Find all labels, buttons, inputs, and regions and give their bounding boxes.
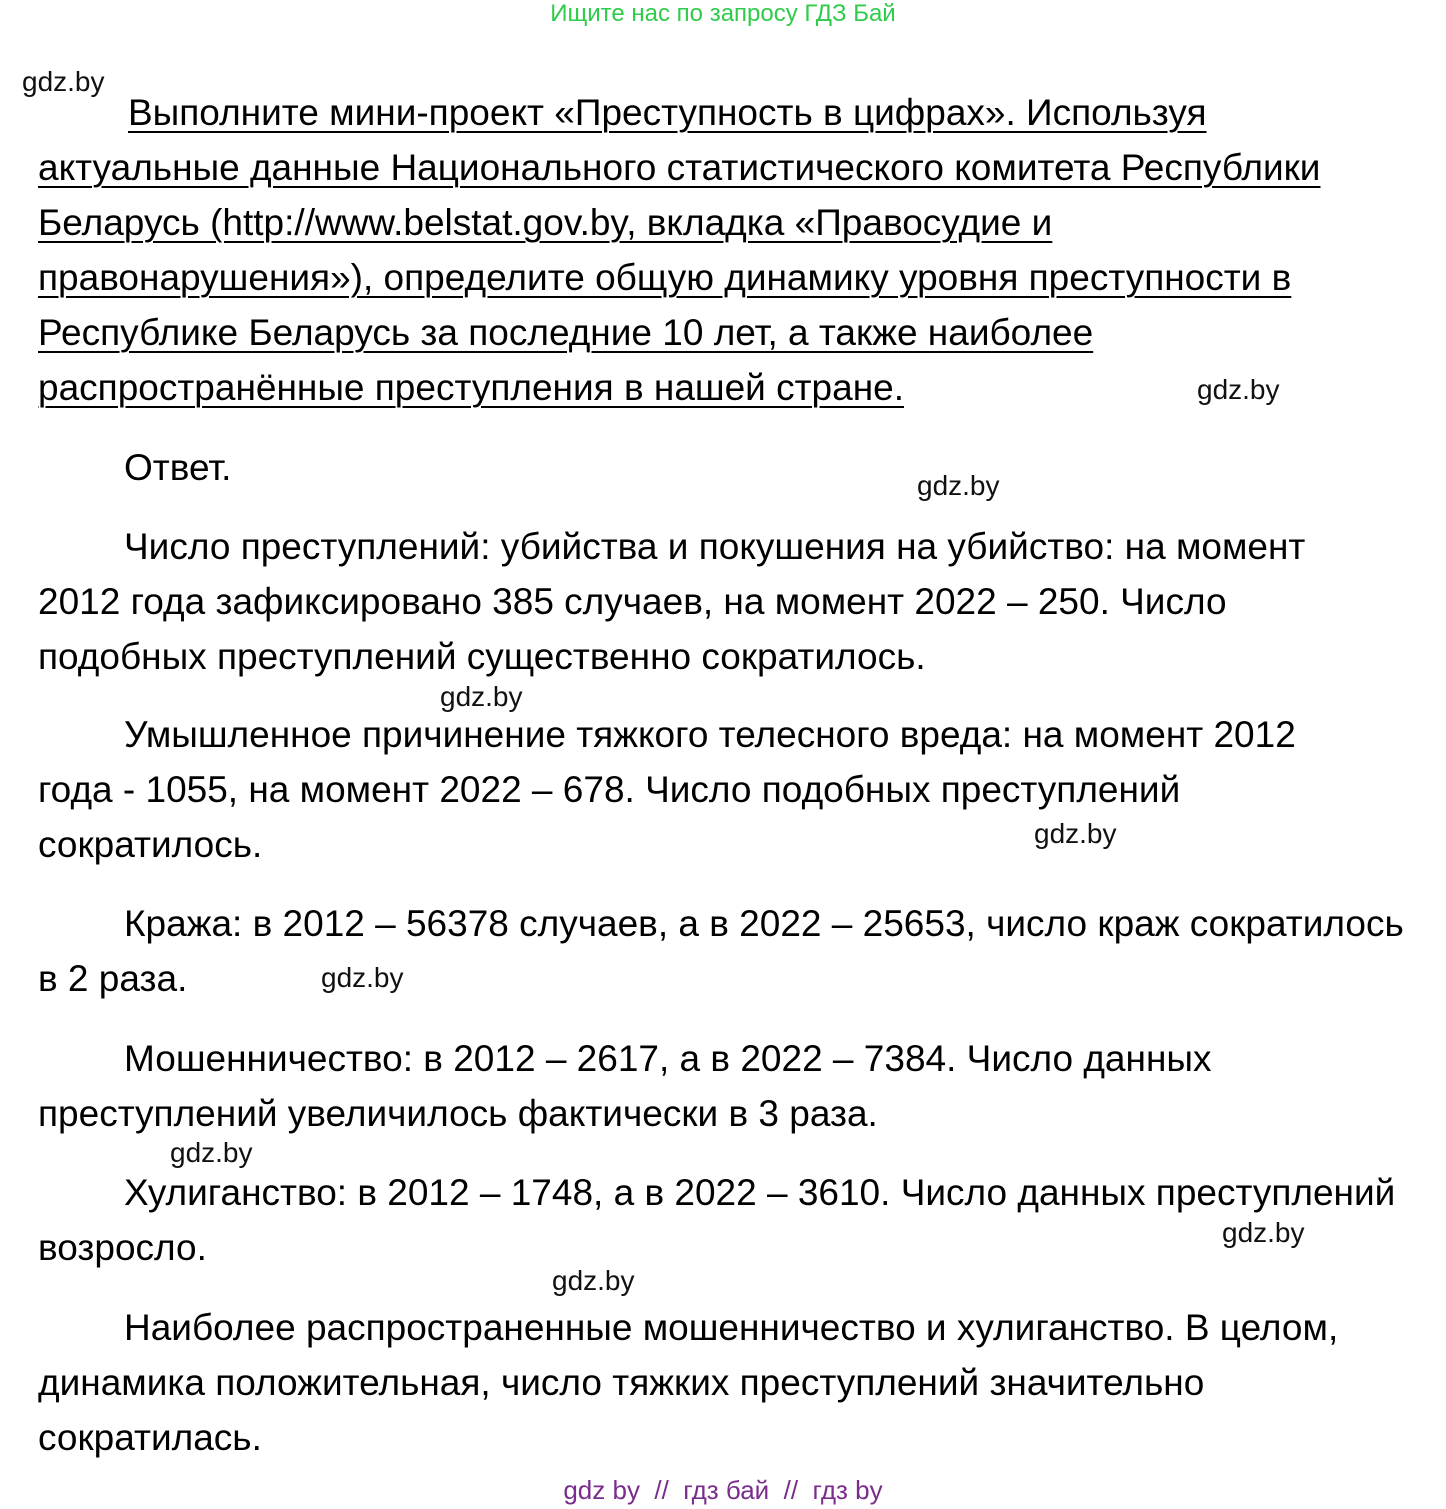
paragraph-line: Хулиганство: в 2012 – 1748, а в 2022 – 3610. Число данных преступлений bbox=[124, 1172, 1396, 1213]
paragraph-line: года - 1055, на момент 2022 – 678. Число подобных преступлений bbox=[38, 769, 1181, 810]
paragraph-line: в 2 раза. bbox=[38, 958, 188, 999]
answer-heading-text: Ответ. bbox=[124, 447, 232, 488]
paragraph-line: сократилось. bbox=[38, 824, 263, 865]
answer-paragraph-bodily-harm bbox=[38, 707, 1438, 872]
watermark: gdz.by bbox=[1034, 818, 1117, 849]
watermark: gdz.by bbox=[917, 470, 1000, 501]
paragraph-line: Умышленное причинение тяжкого телесного вреда: на момент 2012 bbox=[124, 714, 1296, 755]
watermark: gdz.by bbox=[22, 66, 105, 97]
task-line: актуальные данные Национального статистического комитета Республики bbox=[38, 147, 1321, 188]
answer-paragraph-theft bbox=[38, 896, 1438, 1006]
footer-links: gdz by // гдз бай // гдз by bbox=[563, 1475, 883, 1505]
paragraph-line: Мошенничество: в 2012 – 2617, а в 2022 – 7384. Число данных bbox=[124, 1038, 1212, 1079]
paragraph-line: Число преступлений: убийства и покушения на убийство: на момент bbox=[124, 526, 1306, 567]
answer-heading bbox=[38, 440, 1438, 495]
answer-paragraph-conclusion bbox=[38, 1300, 1438, 1465]
watermark: gdz.by bbox=[170, 1137, 253, 1168]
paragraph-line: подобных преступлений существенно сократилось. bbox=[38, 636, 926, 677]
watermark: gdz.by bbox=[1222, 1217, 1305, 1248]
paragraph-line: Наиболее распространенные мошенничество и хулиганство. В целом, bbox=[124, 1307, 1339, 1348]
answer-paragraph-murders bbox=[38, 519, 1438, 684]
paragraph-line: Кража: в 2012 – 56378 случаев, а в 2022 – 25653, число краж сократилось bbox=[124, 903, 1404, 944]
paragraph-line: 2012 года зафиксировано 385 случаев, на момент 2022 – 250. Число bbox=[38, 581, 1227, 622]
task-line: Выполните мини-проект «Преступность в цифрах». Используя bbox=[128, 92, 1207, 133]
paragraph-line: сократилась. bbox=[38, 1417, 262, 1458]
watermark: gdz.by bbox=[552, 1265, 635, 1296]
search-banner: Ищите нас по запросу ГДЗ Бай bbox=[550, 0, 896, 27]
task-line: Беларусь (http://www.belstat.gov.by, вкладка «Правосудие и bbox=[38, 202, 1053, 243]
answer-paragraph-fraud bbox=[38, 1031, 1438, 1141]
watermark: gdz.by bbox=[321, 962, 404, 993]
paragraph-line: преступлений увеличилось фактически в 3 раза. bbox=[38, 1093, 878, 1134]
task-statement bbox=[38, 85, 1438, 415]
task-line: Республике Беларусь за последние 10 лет, а также наиболее bbox=[38, 312, 1094, 353]
watermark: gdz.by bbox=[440, 681, 523, 712]
paragraph-line: возросло. bbox=[38, 1227, 207, 1268]
watermark: gdz.by bbox=[1197, 374, 1280, 405]
task-line: распространённые преступления в нашей стране. bbox=[38, 367, 904, 408]
task-line: правонарушения»), определите общую динамику уровня преступности в bbox=[38, 257, 1292, 298]
paragraph-line: динамика положительная, число тяжких преступлений значительно bbox=[38, 1362, 1205, 1403]
answer-paragraph-hooliganism bbox=[38, 1165, 1438, 1275]
